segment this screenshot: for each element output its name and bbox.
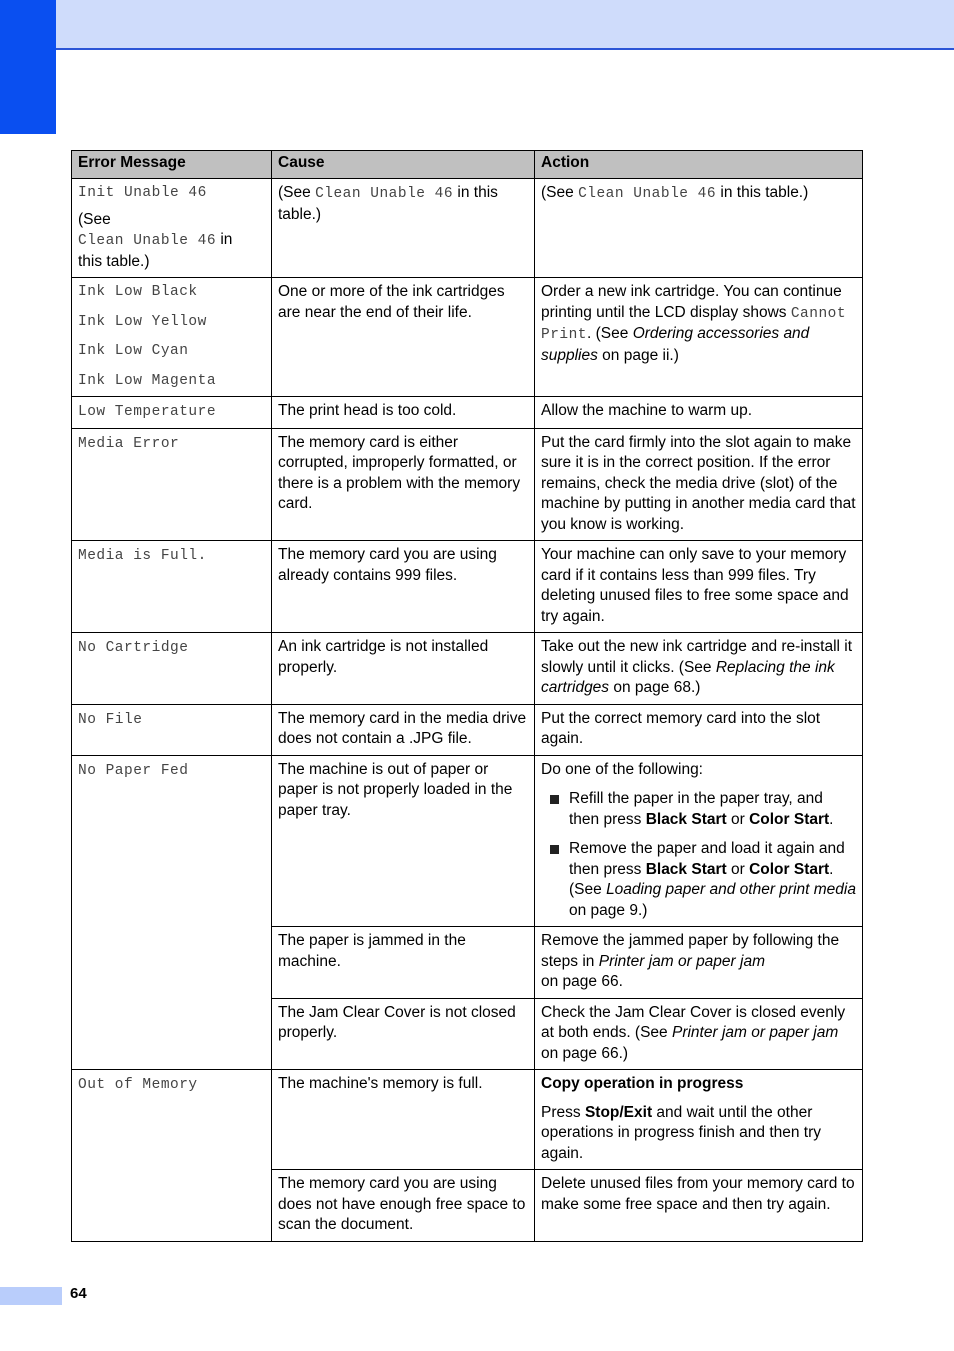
cause-cell: An ink cartridge is not installed properly. — [272, 633, 535, 705]
cause-cell: One or more of the ink cartridges are near the end of their life. — [272, 278, 535, 397]
cause-cell: The memory card in the media drive does not contain a .JPG file. — [272, 704, 535, 755]
table-row — [72, 397, 863, 429]
cross-reference: Loading paper and other print media — [606, 881, 856, 898]
table-row — [72, 633, 863, 705]
header-cause: Cause — [272, 151, 535, 179]
error-message-cell — [72, 755, 272, 1070]
table-row — [72, 278, 863, 397]
action-cell: Put the card firmly into the slot again to make sure it is in the correct position. If the error remains, check the media drive (slot) of the machine by putting in another media card that you know is working. — [535, 428, 863, 541]
error-message: No Cartridge — [78, 640, 189, 656]
table-row — [72, 755, 863, 927]
action-cell: Your machine can only save to your memory card if it contains less than 999 files. Try deleting unused files to free some space and try again. — [535, 541, 863, 633]
table-header-row — [72, 151, 863, 179]
chapter-tab — [0, 0, 56, 134]
cause-cell: The print head is too cold. — [272, 397, 535, 429]
header-error-message: Error Message — [72, 151, 272, 179]
error-message: Ink Low Yellow — [78, 313, 207, 330]
subheading: Copy operation in progress — [541, 1075, 744, 1092]
cause-cell: The machine is out of paper or paper is not properly loaded in the paper tray. — [272, 755, 535, 927]
error-message: Ink Low Cyan — [78, 343, 189, 359]
action-cell: Copy operation in progress Press Stop/Exit and wait until the other operations in progress finish and then try again. — [535, 1070, 863, 1170]
error-message: Low Temperature — [78, 404, 217, 420]
error-message: Ink Low Black — [78, 284, 198, 300]
cross-reference: Printer jam or paper jam — [598, 952, 765, 970]
cause-cell: The machine's memory is full. — [272, 1070, 535, 1170]
list-item: Refill the paper in the paper tray, and then press Black Start or Color Start. — [541, 789, 856, 830]
error-message: Init Unable 46 — [78, 185, 207, 201]
cause-cell: (See Clean Unable 46 in this table.) — [272, 179, 535, 278]
action-cell: Remove the jammed paper by following the steps in Printer jam or paper jam on page 66. — [535, 927, 863, 999]
cause-cell: The memory card is either corrupted, improperly formatted, or there is a problem with the memory card. — [272, 428, 535, 541]
action-cell: Order a new ink cartridge. You can continue printing until the LCD display shows Cannot Print. (See Ordering accessories and supplies on page ii.) — [535, 278, 863, 397]
page-number-band — [0, 1287, 62, 1305]
cross-reference: Printer jam or paper jam — [671, 1024, 839, 1041]
cause-cell: The paper is jammed in the machine. — [272, 927, 535, 999]
cross-reference: Ordering accessories and supplies — [541, 325, 810, 364]
action-cell: Put the correct memory card into the slot again. — [535, 704, 863, 755]
error-message-cell — [72, 541, 272, 633]
cause-cell: The memory card you are using already contains 999 files. — [272, 541, 535, 633]
table-row — [72, 179, 863, 278]
cause-cell: The memory card you are using does not have enough free space to scan the document. — [272, 1170, 535, 1242]
square-bullet-icon — [550, 845, 559, 854]
error-message-cell — [72, 397, 272, 429]
header-action: Action — [535, 151, 863, 179]
error-message: Media is Full. — [78, 548, 207, 564]
table-row — [72, 428, 863, 541]
error-message: Media Error — [78, 435, 180, 452]
action-cell: Do one of the following: Refill the paper in the paper tray, and then press Black Start or Color Start. Remove the paper and load it again and then press Black Start or Color Start. (See Loading paper and other print media on page 9.) — [535, 755, 863, 927]
error-message-table — [71, 150, 863, 1242]
error-message: No Paper Fed — [78, 762, 189, 779]
table-row — [72, 1070, 863, 1170]
action-cell: (See Clean Unable 46 in this table.) — [535, 179, 863, 278]
cause-cell: The Jam Clear Cover is not closed properly. — [272, 998, 535, 1070]
error-message: Ink Low Magenta — [78, 372, 217, 389]
header-band — [56, 0, 954, 50]
error-message: No File — [78, 711, 143, 728]
error-message-cell — [72, 278, 272, 397]
list-item: Remove the paper and load it again and then press Black Start or Color Start. (See Loading paper and other print media on page 9.) — [541, 839, 856, 921]
error-message-cell — [72, 704, 272, 755]
page-number: 64 — [70, 1285, 87, 1302]
action-cell: Take out the new ink cartridge and re-install it slowly until it clicks. (See Replacing the ink cartridges on page 68.) — [535, 633, 863, 705]
table-row — [72, 704, 863, 755]
action-cell: Allow the machine to warm up. — [535, 397, 863, 429]
action-cell: Delete unused files from your memory card to make some free space and then try again. — [535, 1170, 863, 1242]
error-message: Out of Memory — [78, 1077, 198, 1093]
cross-reference: Replacing the ink cartridges — [541, 658, 835, 696]
error-message-cell — [72, 179, 272, 278]
action-cell: Check the Jam Clear Cover is closed evenly at both ends. (See Printer jam or paper jam on page 66.) — [535, 998, 863, 1070]
square-bullet-icon — [550, 795, 559, 804]
error-message-cell — [72, 428, 272, 541]
error-message-cell — [72, 633, 272, 705]
table-row — [72, 541, 863, 633]
error-message-cell — [72, 1070, 272, 1242]
see-note: (See Clean Unable 46 in this table.) — [78, 210, 233, 270]
